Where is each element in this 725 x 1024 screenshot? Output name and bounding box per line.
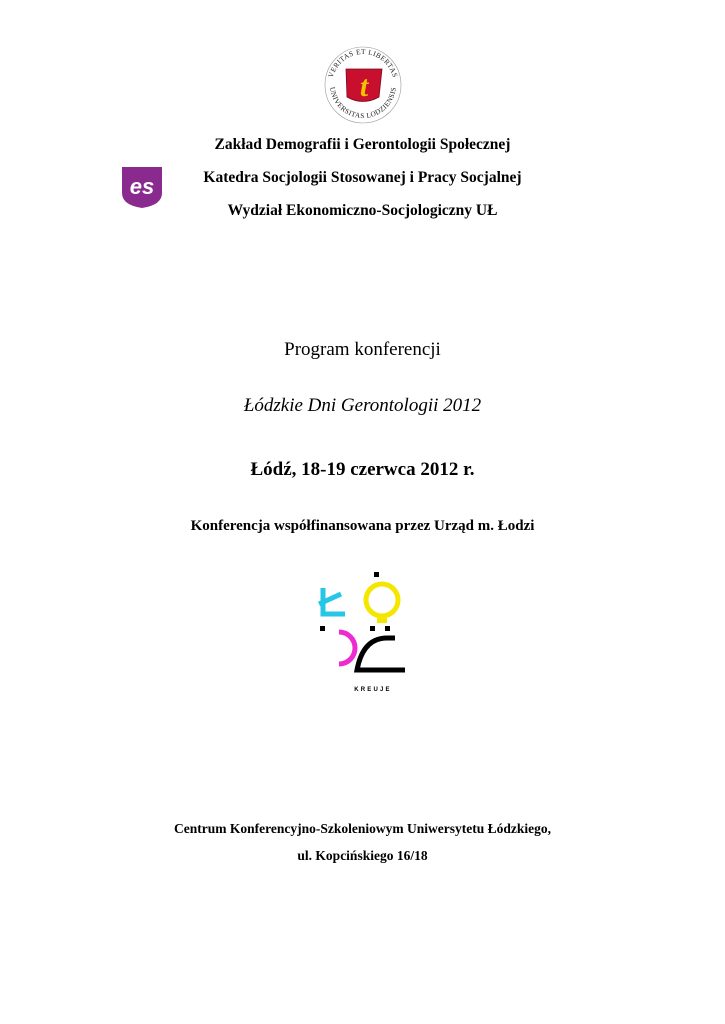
header-line-1: Zakład Demografii i Gerontologii Społecznej <box>214 136 511 153</box>
seal-motto-text: VERITAS ET LIBERTAS <box>326 47 400 79</box>
seal-monogram: t <box>359 70 369 103</box>
venue-line-1: Centrum Konferencyjno-Szkoleniowym Uniwersytetu Łódzkiego, <box>174 821 551 836</box>
lodz-logo-caption: KREUJE <box>354 687 392 693</box>
venue-line-2: ul. Kopcińskiego 16/18 <box>297 848 428 863</box>
header-line-3: Wydział Ekonomiczno-Socjologiczny UŁ <box>227 202 498 219</box>
date-place: Łódź, 18-19 czerwca 2012 r. <box>250 459 475 480</box>
lodz-kreuje-logo <box>315 570 415 700</box>
university-seal-logo <box>322 44 404 126</box>
funding-note: Konferencja współfinansowana przez Urząd m. Łodzi <box>190 518 535 534</box>
program-title: Program konferencji <box>284 339 441 360</box>
event-name: Łódzkie Dni Gerontologii 2012 <box>243 395 482 416</box>
header-line-2: Katedra Socjologii Stosowanej i Pracy Socjalnej <box>203 169 522 186</box>
es-logo-text: es <box>129 174 155 199</box>
seal-university-text: UNIVERSITAS LODZIENSIS <box>327 86 398 121</box>
